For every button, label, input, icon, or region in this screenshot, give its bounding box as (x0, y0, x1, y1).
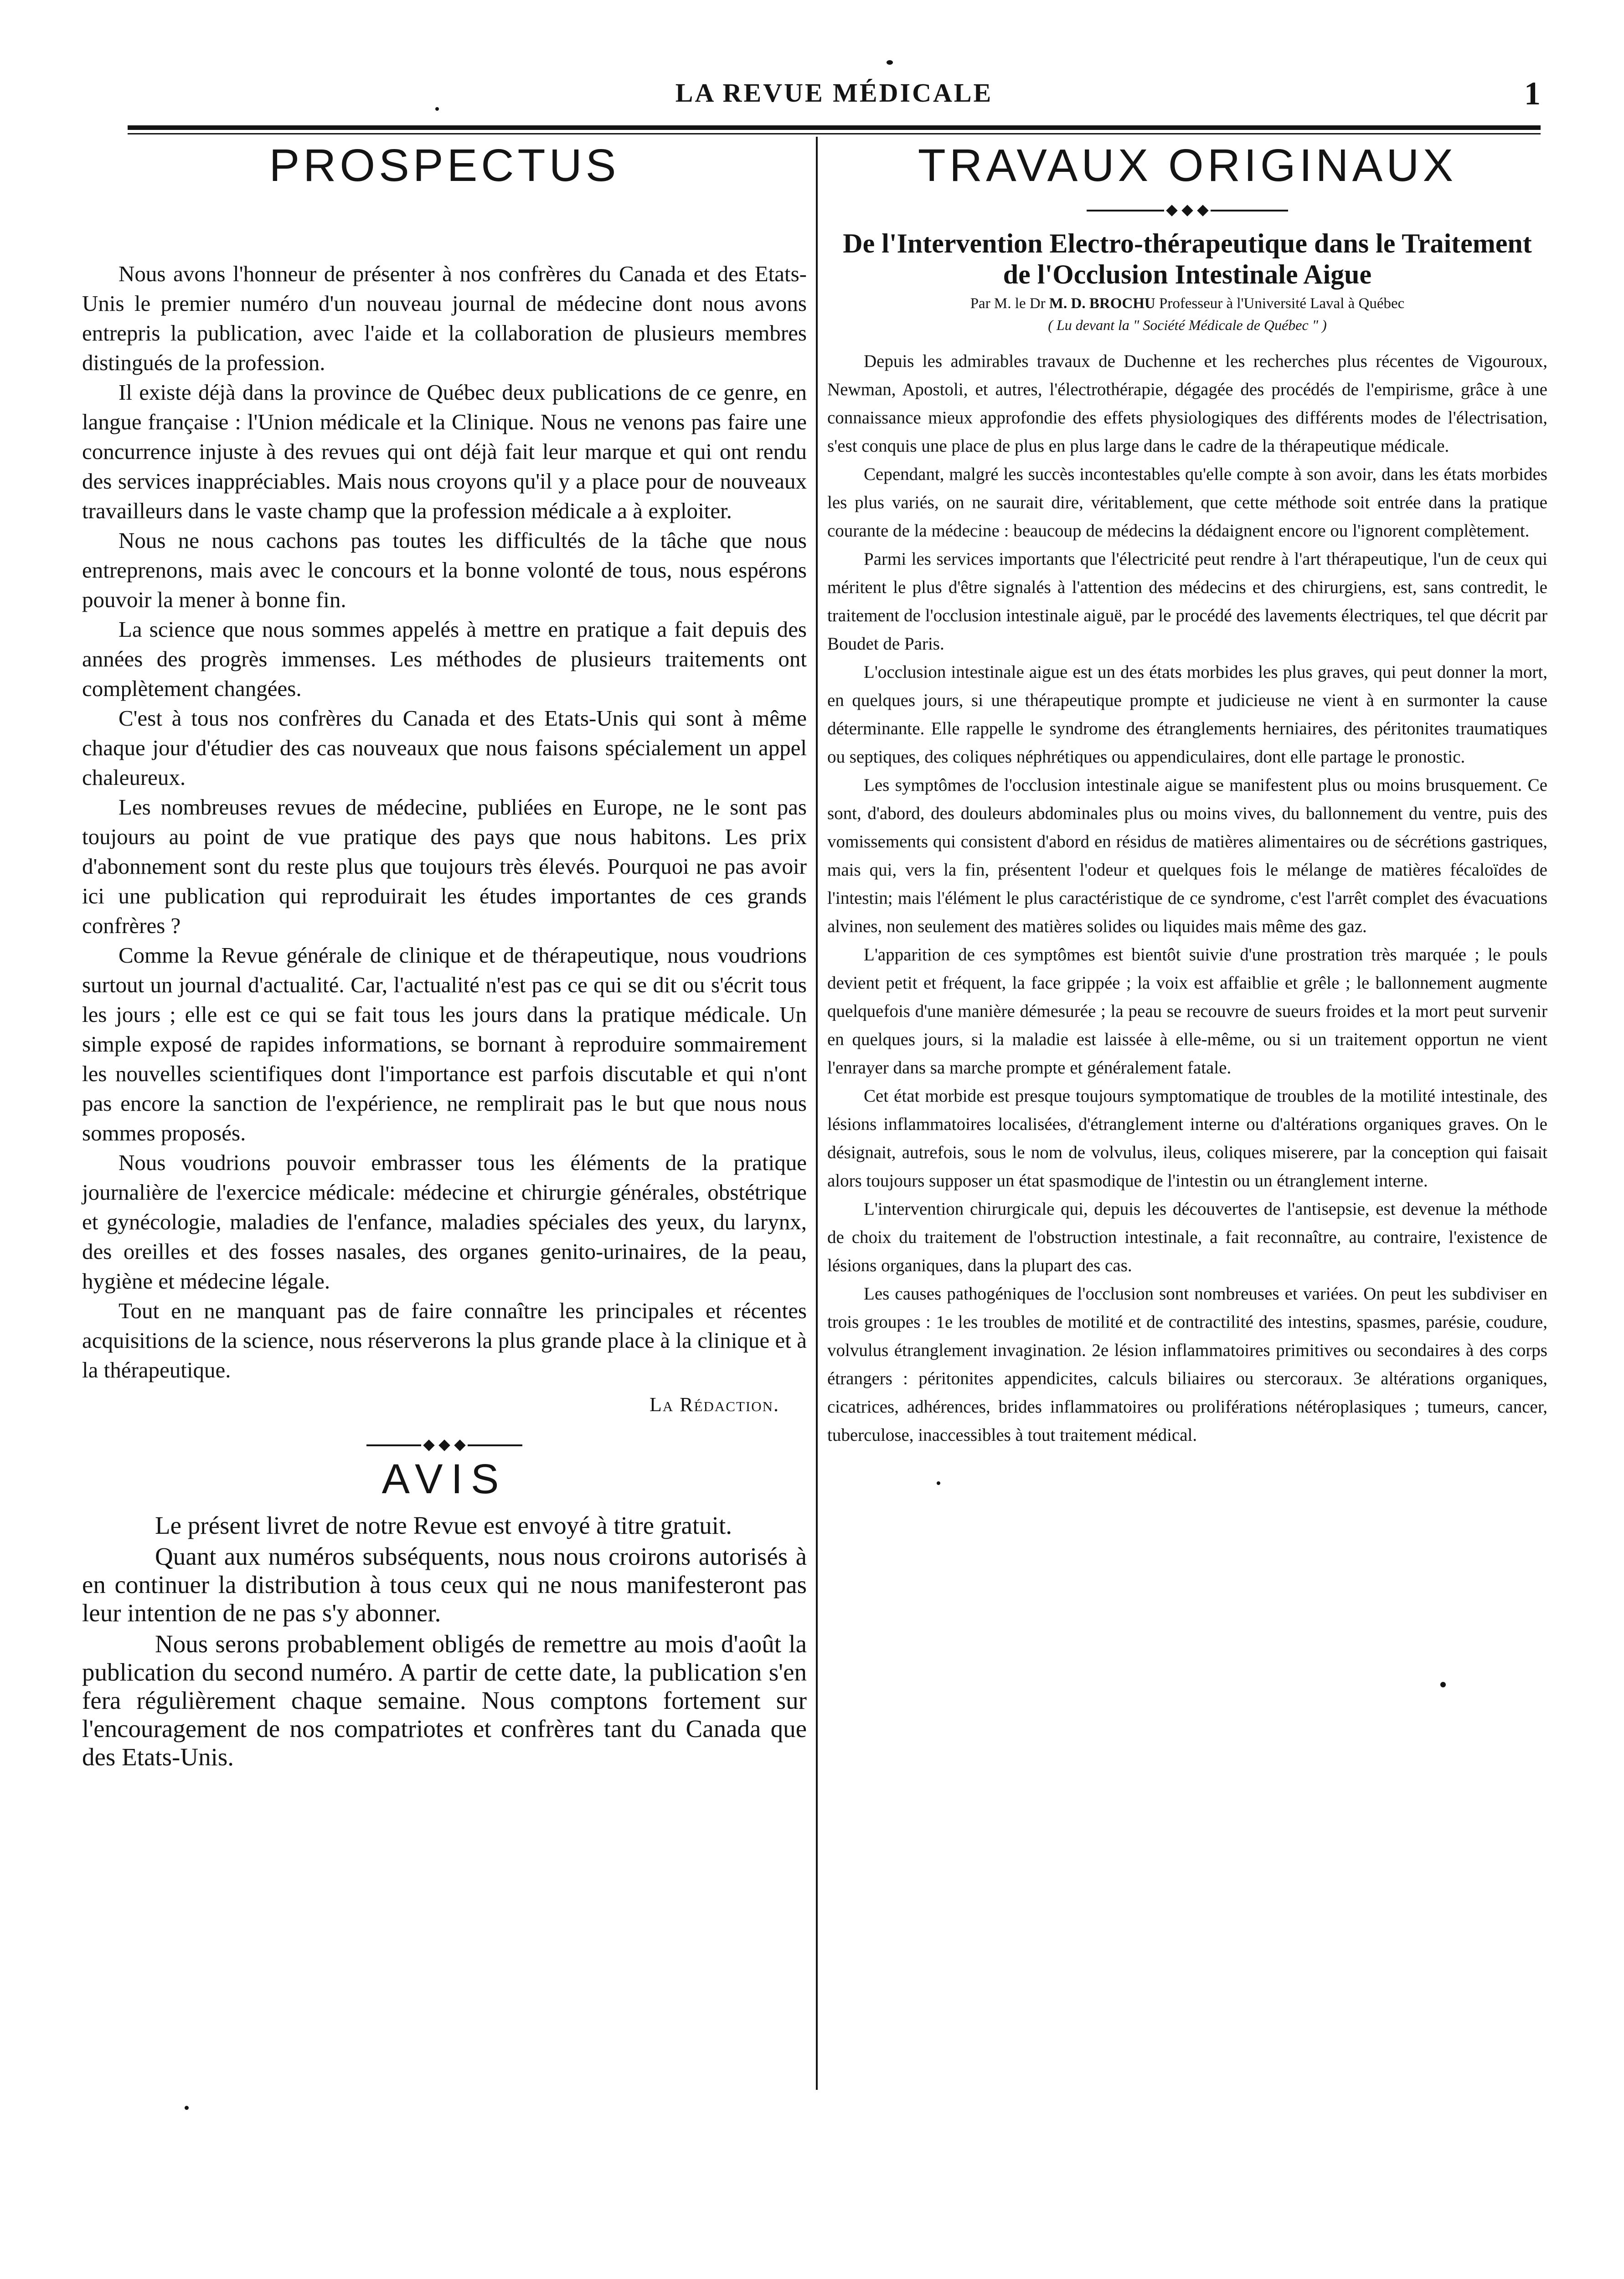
article-paragraph: Parmi les services importants que l'électricité peut rendre à l'art thérapeutique, l'un de ceux qui méritent le plus d'être signalés à l'attention des médecins et des chirurgiens, est, sans contredit, le traitement de l'occlusion intestinale aiguë, par le procédé des lavements électriques, tel que décrit par Boudet de Paris. (827, 549, 1547, 654)
column-divider (816, 137, 818, 2090)
prospectus-paragraph: C'est à tous nos confrères du Canada et des Etats-Unis qui sont à même chaque jour d'étudier des cas nouveaux que nous faisons spécialement un appel chaleureux. (82, 706, 807, 790)
byline-affiliation: Professeur à l'Université Laval à Québec (1159, 295, 1405, 312)
prospectus-paragraph: Nous ne nous cachons pas toutes les difficultés de la tâche que nous entreprenons, mais avec le concours et la bonne volonté de tous, nous espérons pouvoir la mener à bonne fin. (82, 528, 807, 612)
article-text (827, 347, 1547, 1449)
travaux-heading: TRAVAUX ORIGINAUX (918, 140, 1457, 191)
running-head (128, 77, 1541, 119)
byline (827, 295, 1547, 312)
article-paragraph: L'occlusion intestinale aigue est un des états morbides les plus graves, qui peut donner la mort, en quelques jours, si une thérapeutique prompte et judicieuse ne vient à en surmonter la cause déterminante. Elle rappelle le syndrome des étranglements herniaires, des péritonites traumatiques ou septiques, des coliques néphrétiques ou appendiculaires, dont elle partage le pronostic. (827, 662, 1547, 767)
ornament-divider (82, 1434, 807, 1453)
prospectus-paragraph: La science que nous sommes appelés à mettre en pratique a fait depuis des années des progrès immenses. Les méthodes de plusieurs traitements ont complètement changées. (82, 617, 807, 701)
avis-heading: AVIS (382, 1456, 507, 1502)
prospectus-paragraph: Comme la Revue générale de clinique et de thérapeutique, nous voudrions surtout un journal d'actualité. Car, l'actualité n'est pas ce qui se dit ou s'écrit tous les jours ; elle est ce qui se fait tous les jours dans la pratique médicale. Un simple exposé de rapides informations, se bornant à reproduire sommairement les nouvelles scientifiques dont l'importance est parfois discutable et qui n'ont pas encore la sanction de l'expérience, ne remplirait pas le but que nous nous sommes proposés. (82, 943, 807, 1145)
prospectus-text (82, 259, 807, 1385)
avis-paragraph: Le présent livret de notre Revue est envoyé à titre gratuit. (155, 1511, 732, 1540)
ornament-divider (827, 200, 1547, 218)
byline-author: M. D. BROCHU (1049, 295, 1155, 312)
signature: La Rédaction. (649, 1393, 779, 1416)
prospectus-paragraph: Les nombreuses revues de médecine, publiées en Europe, ne le sont pas toujours au point de vue pratique des pays que nous habitons. Les prix d'abonnement sont du reste plus que toujours très élevés. Pourquoi ne pas avoir ici une publication qui reproduirait les études importantes de ces grands confrères ? (82, 794, 807, 938)
prospectus-paragraph: Il existe déjà dans la province de Québec deux publications de ce genre, en langue française : l'Union médicale et la Clinique. Nous ne venons pas faire une concurrence injuste à des revues qui ont déjà fait leur marque et qui ont rendu des services inappréciables. Mais nous croyons qu'il y a place pour de nouveaux travailleurs dans le vaste champ que la profession médicale a à exploiter. (82, 380, 807, 523)
header-rule-thick (128, 125, 1541, 130)
read-at-note: ( Lu devant la " Société Médicale de Québec " ) (1048, 317, 1327, 333)
article-paragraph: L'intervention chirurgicale qui, depuis les découvertes de l'antisepsie, est devenue la méthode de choix du traitement de l'obstruction intestinale, a fait reconnaître, au contraire, l'existence de lésions organiques, dans la plupart des cas. (827, 1199, 1547, 1275)
avis-paragraph: Nous serons probablement obligés de remettre au mois d'août la publication du second numéro. A partir de cette date, la publication s'en fera régulièrement chaque semaine. Nous comptons fortement sur l'encouragement de nos compatriotes et confrères tant du Canada que des Etats-Unis. (82, 1630, 807, 1771)
article-paragraph: Depuis les admirables travaux de Duchenne et les recherches plus récentes de Vigouroux, Newman, Apostoli, et autres, l'électrothérapie, dégagée des procédés de l'empirisme, grâce à une connaissance mieux approfondie des effets physiologiques des différents modes de l'électrisation, s'est conquis une place de plus en plus large dans le cadre de la thérapeutique médicale. (827, 351, 1547, 456)
avis-paragraph: Quant aux numéros subséquents, nous nous croirons autorisés à en continuer la distribution à tous ceux qui ne nous manifesteront pas leur intention de ne pas s'y abonner. (82, 1542, 807, 1627)
prospectus-paragraph: Nous voudrions pouvoir embrasser tous les éléments de la pratique journalière de l'exercice médicale: médecine et chirurgie générales, obstétrique et gynécologie, maladies de l'enfance, maladies spéciales des yeux, du larynx, des oreilles et des fosses nasales, des organes genito-urinaires, de la peau, hygiène et médecine légale. (82, 1150, 807, 1294)
article-paragraph: L'apparition de ces symptômes est bientôt suivie d'une prostration très marquée ; le pouls devient petit et fréquent, la face grippée ; la voix est affaiblie et grêle ; le ballonnement augmente quelquefois d'une manière démesurée ; la peau se recouvre de sueurs froides et la mort peut survenir en quelques jours, si la maladie est laissée à elle-même, ou si un traitement opportun ne vient l'enrayer dans sa marche prompte et généralement fatale. (827, 945, 1547, 1078)
article-paragraph: Cet état morbide est presque toujours symptomatique de troubles de la motilité intestinale, des lésions inflammatoires localisées, d'étranglement interne ou d'altérations organiques graves. On le désignait, autrefois, sous le nom de volvulus, ileus, coliques miserere, par la conception qui faisait alors toujours supposer un état spasmodique de l'intestin ou un étranglement interne. (827, 1086, 1547, 1191)
prospectus-paragraph: Nous avons l'honneur de présenter à nos confrères du Canada et des Etats-Unis le premier numéro d'un nouveau journal de médecine dont nous avons entrepris la publication, avec l'aide et la collaboration de plusieurs membres distingués de la profession. (82, 261, 807, 375)
article-paragraph: Cependant, malgré les succès incontestables qu'elle compte à son avoir, dans les états morbides les plus variés, on ne saurait dire, véritablement, que cette méthode soit entrée dans la pratique courante de la médecine : beaucoup de médecins la dédaignent encore ou l'ignorent complètement. (827, 464, 1547, 541)
header-rule-thin (128, 133, 1541, 134)
article-paragraph: Les symptômes de l'occlusion intestinale aigue se manifestent plus ou moins brusquement. Ce sont, d'abord, des douleurs abdominales plus ou moins vives, du ballonnement du ventre, puis des vomissements qui consistent d'abord en résidus de matières alimentaires ou de sécrétions gastriques, mais qui, vers la fin, présentent l'odeur et quelques fois le mélange de matières fécaloïdes de l'intestin; mais l'élément le plus caractéristique de ce syndrome, c'est l'arrêt complet des évacuations alvines, non seulement des matières solides ou liquides mais même des gaz. (827, 775, 1547, 936)
article-title: De l'Intervention Electro-thérapeutique dans le Traitement de l'Occlusion Intestinale Aigue (843, 228, 1532, 289)
avis-text (82, 1511, 807, 1771)
right-column (827, 137, 1547, 1449)
prospectus-heading: PROSPECTUS (269, 140, 620, 191)
left-column (82, 137, 807, 1771)
page-number: 1 (1524, 75, 1541, 112)
running-title: LA REVUE MÉDICALE (675, 78, 993, 108)
article-paragraph: Les causes pathogéniques de l'occlusion sont nombreuses et variées. On peut les subdiviser en trois groupes : 1e les troubles de motilité et de contractilité des intestins, spasmes, parésie, coudure, volvulus étranglement invagination. 2e lésion inflammatoires primitives ou secondaires à des corps étrangers : péritonites appendicites, calculs biliaires ou stercoraux. 3e altérations organiques, cicatrices, adhérences, brides inflammatoires ou proliférations nétéroplasiques ; tumeurs, cancer, tuberculose, inaccessibles à tout traitement médical. (827, 1284, 1547, 1445)
prospectus-paragraph: Tout en ne manquant pas de faire connaître les principales et récentes acquisitions de la science, nous réserverons la plus grande place à la clinique et à la thérapeutique. (82, 1298, 807, 1382)
byline-prefix: Par M. le Dr (970, 295, 1046, 312)
